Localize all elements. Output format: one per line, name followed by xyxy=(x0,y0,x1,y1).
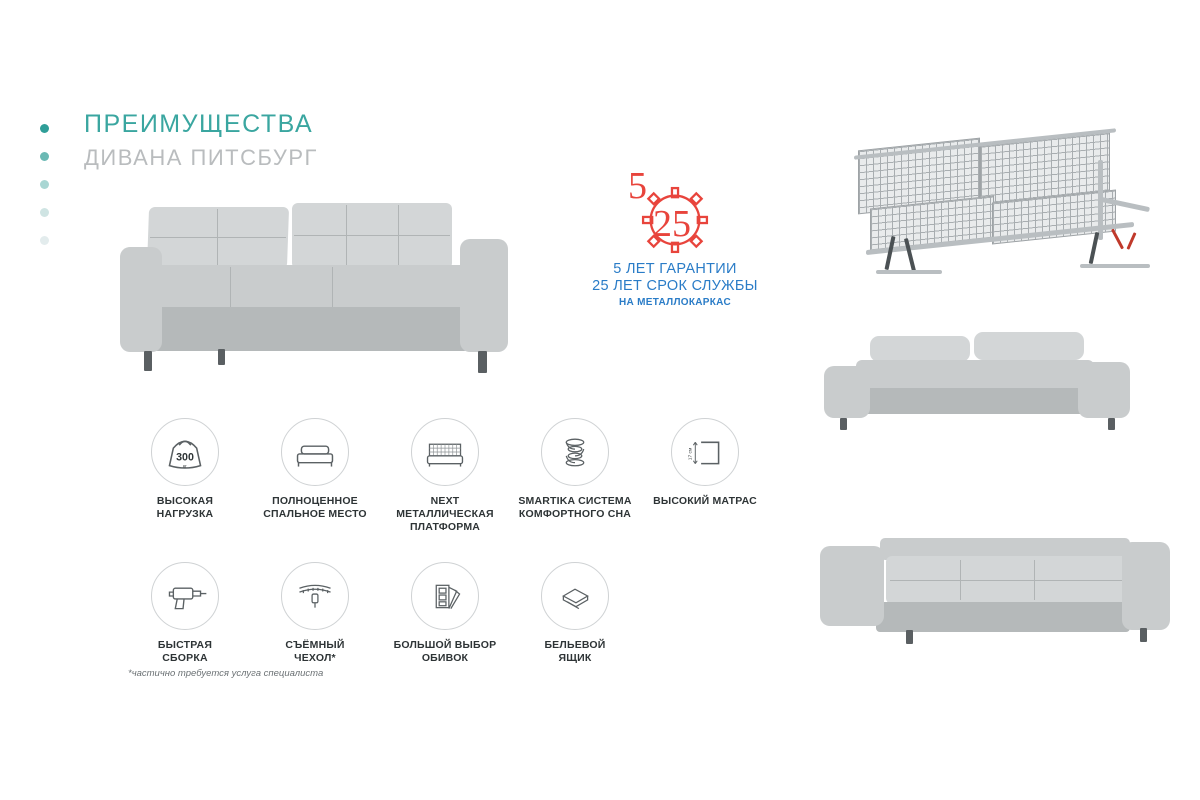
spring-icon xyxy=(541,418,609,486)
features-row-1 xyxy=(120,418,770,534)
metal-platform-icon-svg xyxy=(412,419,478,485)
badge-years-service-number: 25 xyxy=(653,203,691,245)
feature-label-line2: ЧЕХОЛ* xyxy=(294,652,336,664)
bed-leg-left xyxy=(906,630,913,644)
tuft-line-5 xyxy=(398,205,399,267)
bed-icon-svg xyxy=(282,419,348,485)
feature-label-line2: ЯЩИК xyxy=(558,652,592,664)
bed-tuft-3 xyxy=(890,580,1124,581)
feature-linen-box xyxy=(510,562,640,665)
feature-label-line2: МЕТАЛЛИЧЕСКАЯ xyxy=(396,508,494,520)
decorative-dot-column xyxy=(40,124,60,264)
sofa-leg-left xyxy=(144,351,152,371)
tuft-line-2 xyxy=(217,209,218,267)
features-footnote: *частично требуется услуга специалиста xyxy=(128,668,324,679)
feature-label xyxy=(250,639,380,665)
drill-icon xyxy=(151,562,219,630)
sofa-photo-unfolding xyxy=(820,330,1160,460)
seat-split-2 xyxy=(332,267,333,307)
feature-label-line2: ОБИВОК xyxy=(421,652,469,664)
dot-3 xyxy=(40,180,49,189)
sofa-back-cushion-right xyxy=(292,203,452,269)
dot-1 xyxy=(40,124,49,133)
feature-label xyxy=(380,495,510,534)
open-leg-right xyxy=(1108,418,1115,430)
feature-label-line1: БЫСТРАЯ xyxy=(157,639,213,651)
frame-foot-2 xyxy=(1080,264,1150,268)
sofa-back-cushion-left xyxy=(147,207,289,269)
open-base xyxy=(860,388,1100,414)
feature-label xyxy=(120,495,250,521)
sofa-arm-right xyxy=(460,239,508,352)
badge-frame-text: НА МЕТАЛЛОКАРКАС xyxy=(619,297,731,308)
metal-platform-icon xyxy=(411,418,479,486)
bed-front-panel xyxy=(876,602,1130,632)
drill-icon-svg xyxy=(152,563,218,629)
seat-split-1 xyxy=(230,267,231,307)
sofa-photo-closed xyxy=(120,195,520,390)
feature-high-mattress xyxy=(640,418,770,534)
fabric-swatch-icon-svg xyxy=(412,563,478,629)
feature-label-line1: SMARTIKA СИСТЕМА xyxy=(518,495,632,507)
sofa-arm-left xyxy=(120,247,162,352)
feature-removable-cover xyxy=(250,562,380,665)
svg-text:300: 300 xyxy=(176,451,194,464)
badge-service-text: 25 ЛЕТ СРОК СЛУЖБЫ xyxy=(592,278,758,294)
feature-label xyxy=(120,639,250,665)
feature-high-load xyxy=(120,418,250,534)
dot-2 xyxy=(40,152,49,161)
page-subtitle: ДИВАНА ПИТСБУРГ xyxy=(84,145,318,170)
fabric-swatch-icon xyxy=(411,562,479,630)
open-arm-right xyxy=(1078,362,1130,418)
feature-label-line1: ПОЛНОЦЕННОЕ xyxy=(272,495,358,507)
tuft-line-3 xyxy=(294,235,450,236)
sofa-base-drawer xyxy=(138,307,468,351)
open-arm-left xyxy=(824,366,870,418)
sofa-leg-mid xyxy=(218,349,225,365)
open-back-cushion-right xyxy=(974,332,1084,360)
weight-icon-svg xyxy=(152,419,218,485)
features-grid xyxy=(120,418,770,665)
feature-label xyxy=(250,495,380,521)
feature-label xyxy=(510,495,640,521)
feature-label-line2: СБОРКА xyxy=(162,652,208,664)
zipper-icon-svg xyxy=(282,563,348,629)
bed-arm-left xyxy=(820,546,884,626)
linen-box-icon xyxy=(541,562,609,630)
guarantee-badge xyxy=(585,160,765,320)
weight-300kg-icon xyxy=(151,418,219,486)
page-title: ПРЕИМУЩЕСТВА xyxy=(84,110,314,138)
badge-warranty-text: 5 ЛЕТ ГАРАНТИИ xyxy=(613,261,737,277)
feature-smartika-system xyxy=(510,418,640,534)
feature-label-line1: NEXT xyxy=(430,495,460,507)
mattress-height-icon-svg xyxy=(672,419,738,485)
feature-label-line1: СЪЁМНЫЙ xyxy=(285,639,345,651)
open-leg-left xyxy=(840,418,847,430)
feature-label-line1: БОЛЬШОЙ ВЫБОР xyxy=(393,639,497,651)
feature-fast-assembly xyxy=(120,562,250,665)
metal-frame-photo xyxy=(830,140,1160,305)
feature-label-line3: ПЛАТФОРМА xyxy=(409,521,481,533)
feature-label-line1: БЕЛЬЕВОЙ xyxy=(544,639,606,651)
features-row-2 xyxy=(120,562,770,665)
feature-label xyxy=(380,639,510,665)
frame-red-link-1 xyxy=(1111,229,1124,250)
mattress-height-icon xyxy=(671,418,739,486)
frame-red-link-2 xyxy=(1126,232,1136,250)
sofa-leg-right xyxy=(478,351,487,373)
bed-icon xyxy=(281,418,349,486)
open-seat xyxy=(856,360,1094,390)
feature-metal-platform xyxy=(380,418,510,534)
sofa-photo-bed xyxy=(810,520,1170,660)
feature-fabric-choice xyxy=(380,562,510,665)
svg-text:17 см: 17 см xyxy=(688,447,694,461)
tuft-line-4 xyxy=(346,205,347,267)
feature-label xyxy=(510,639,640,665)
svg-text:кг: кг xyxy=(183,464,187,470)
tuft-line-1 xyxy=(150,237,286,238)
open-back-cushion-left xyxy=(870,336,970,362)
feature-label-line2: НАГРУЗКА xyxy=(156,508,214,520)
sofa-seat xyxy=(138,265,468,309)
page-title-block xyxy=(40,110,370,171)
feature-label-line2: СПАЛЬНОЕ МЕСТО xyxy=(263,508,367,520)
frame-leg-3 xyxy=(1089,232,1100,264)
zipper-icon xyxy=(281,562,349,630)
badge-years-warranty-number: 5 xyxy=(628,165,647,207)
feature-label-line2: КОМФОРТНОГО СНА xyxy=(518,508,632,520)
frame-foot-1 xyxy=(876,270,942,274)
dot-4 xyxy=(40,208,49,217)
bed-arm-right xyxy=(1122,542,1170,630)
feature-label-line1: ВЫСОКАЯ xyxy=(156,495,214,507)
dot-5 xyxy=(40,236,49,245)
linen-box-icon-svg xyxy=(542,563,608,629)
feature-label: ВЫСОКИЙ МАТРАС xyxy=(653,495,757,507)
feature-full-sleeping-place xyxy=(250,418,380,534)
spring-icon-svg xyxy=(542,419,608,485)
bed-leg-right xyxy=(1140,628,1147,642)
